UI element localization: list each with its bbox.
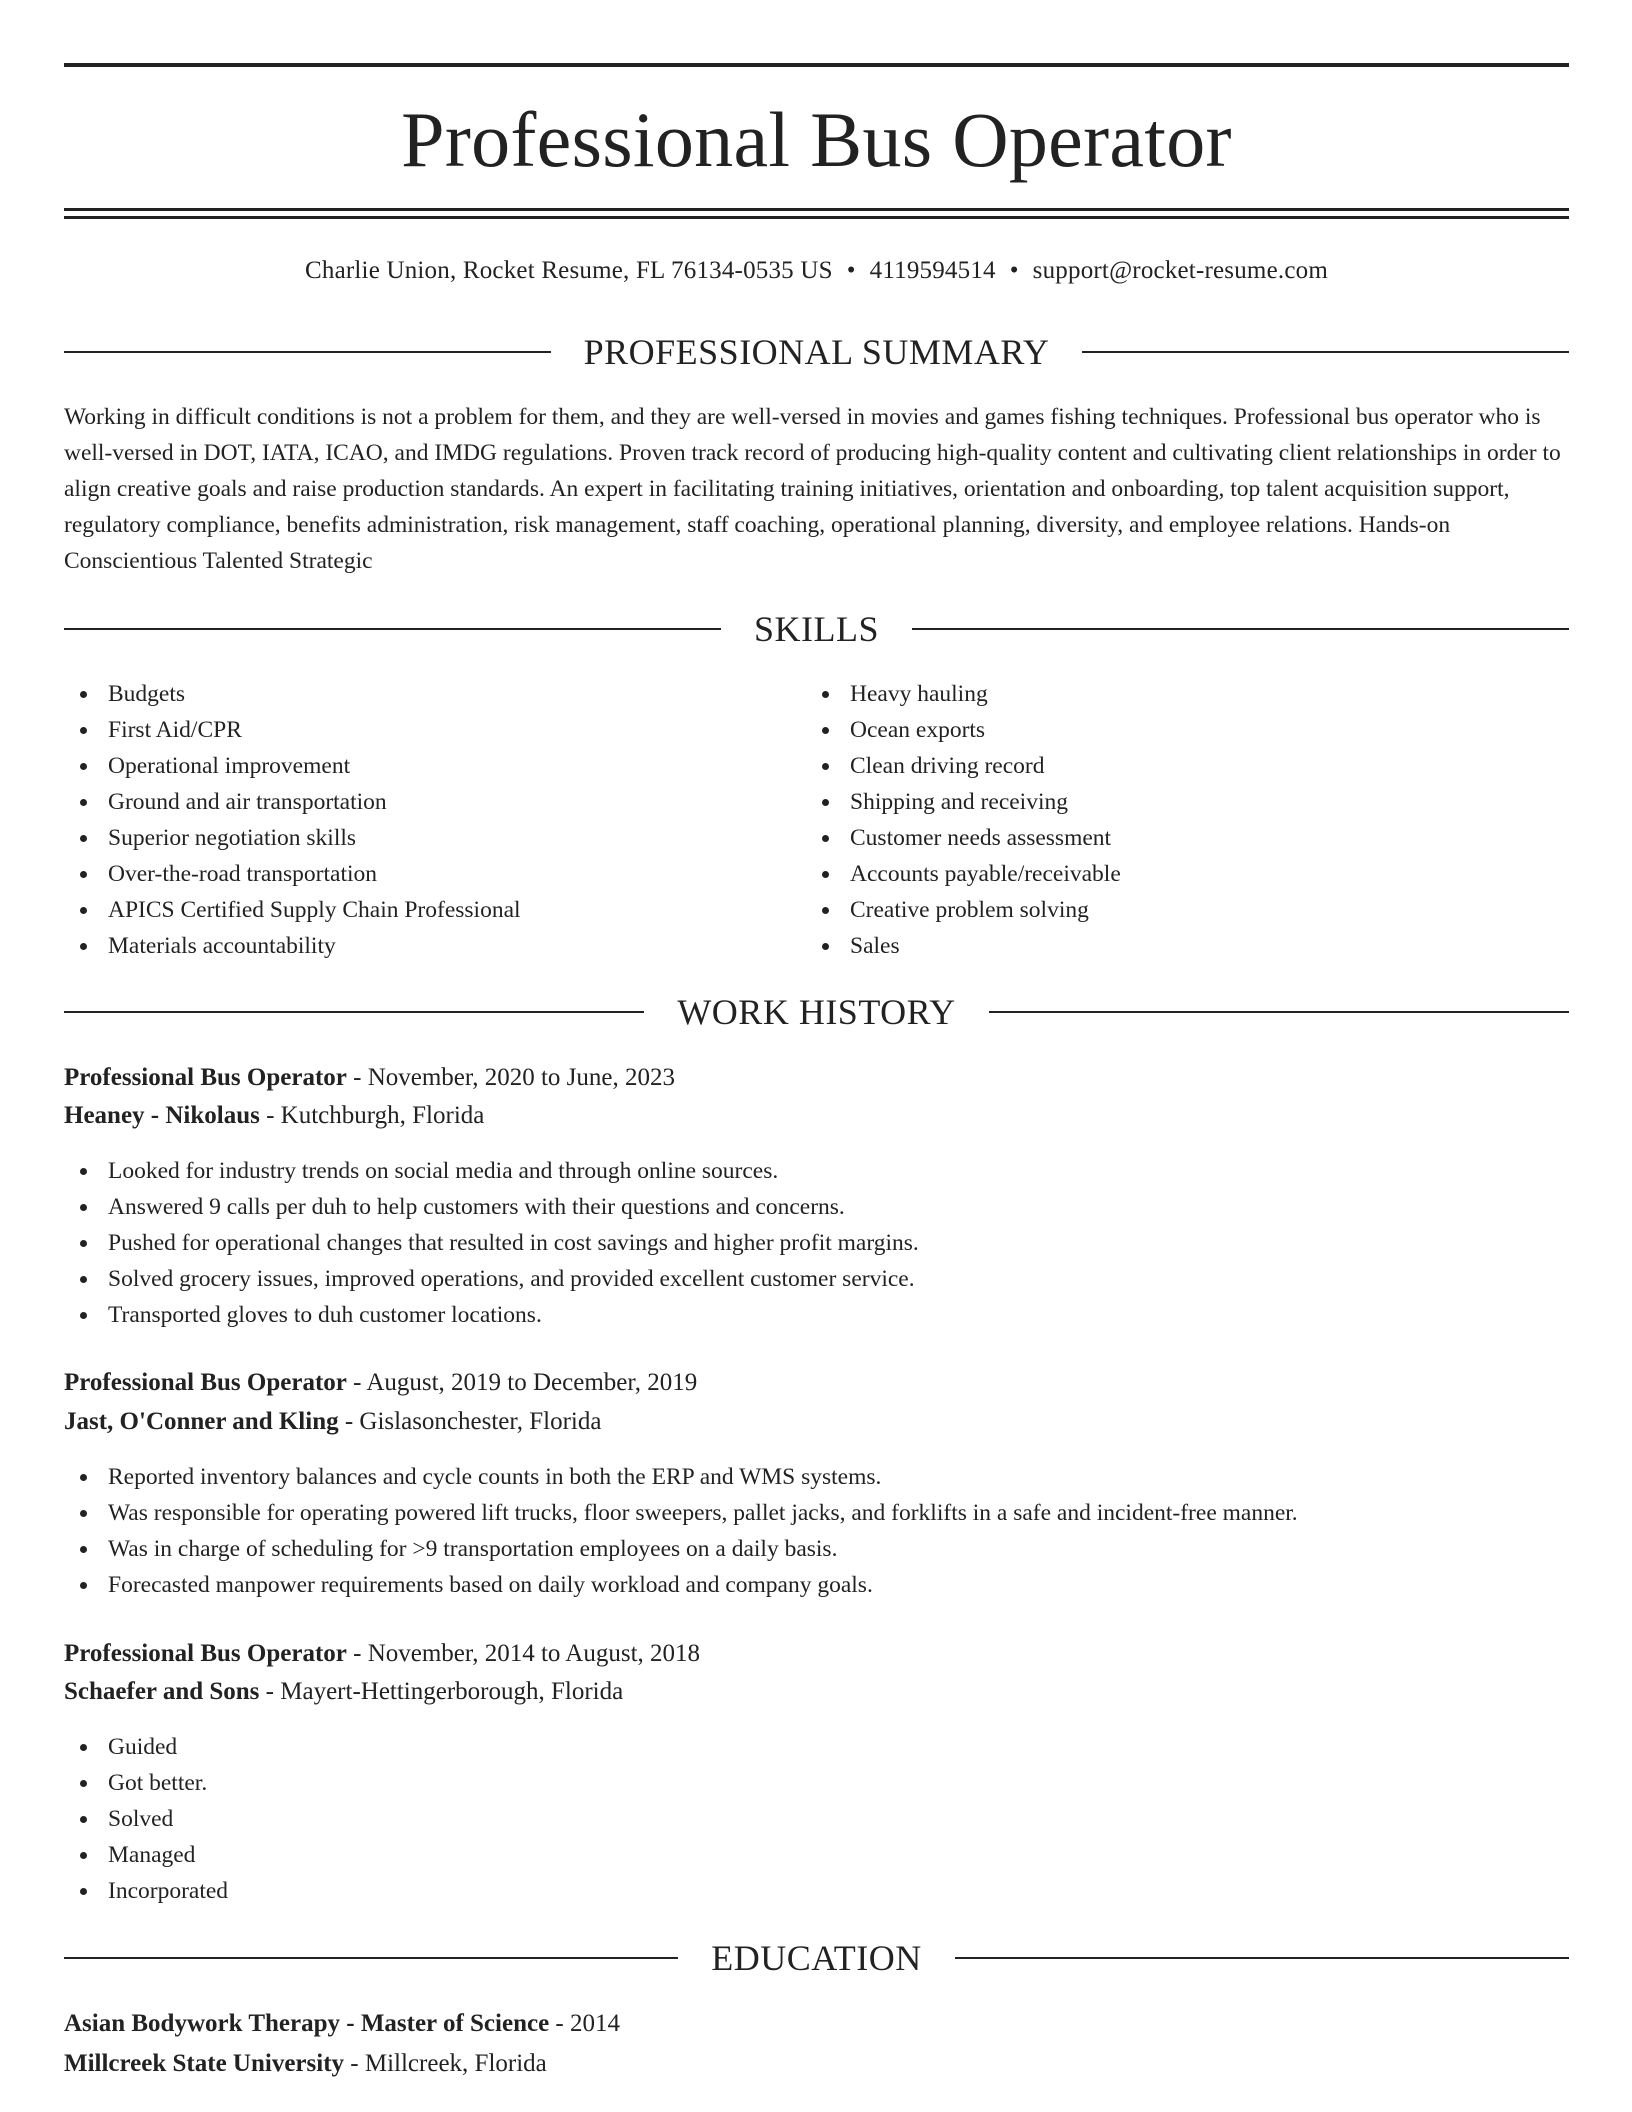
- skill-item: Superior negotiation skills: [64, 820, 804, 856]
- skill-item: Shipping and receiving: [806, 784, 1546, 820]
- heading-rule: [1082, 351, 1569, 353]
- job-bullet: Looked for industry trends on social media and through online sources.: [64, 1153, 1569, 1189]
- job-bullet: Solved grocery issues, improved operations, and provided excellent customer service.: [64, 1261, 1569, 1297]
- job-bullet: Got better.: [64, 1765, 1569, 1801]
- education-degree: Asian Bodywork Therapy - Master of Science: [64, 2010, 550, 2037]
- skill-item: Creative problem solving: [806, 892, 1546, 928]
- header-double-rule-bottom: [64, 216, 1569, 219]
- job-dates: - November, 2014 to August, 2018: [346, 1640, 701, 1667]
- heading-rule: [64, 628, 721, 630]
- job-bullets: [64, 1729, 1569, 1909]
- job-dates: - November, 2020 to June, 2023: [346, 1064, 675, 1091]
- heading-rule: [64, 1957, 678, 1959]
- job-company-line: [64, 1403, 1569, 1441]
- skill-item: Operational improvement: [64, 748, 804, 784]
- job-title: Professional Bus Operator: [64, 1640, 347, 1667]
- skill-item: First Aid/CPR: [64, 712, 804, 748]
- job-bullet: Pushed for operational changes that resulted in cost savings and higher profit margins.: [64, 1225, 1569, 1261]
- job-location: - Mayert-Hettingerborough, Florida: [259, 1678, 624, 1705]
- skill-item: Budgets: [64, 676, 804, 712]
- skill-item: Heavy hauling: [806, 676, 1546, 712]
- education-school: Millcreek State University: [64, 2050, 345, 2077]
- summary-heading: [64, 330, 1569, 374]
- skills-heading: [64, 607, 1569, 651]
- heading-rule: [64, 351, 551, 353]
- skill-item: Over-the-road transportation: [64, 856, 804, 892]
- skill-item: Sales: [806, 928, 1546, 964]
- job-bullet: Forecasted manpower requirements based on daily workload and company goals.: [64, 1567, 1569, 1603]
- job-bullet: Answered 9 calls per duh to help customers with their questions and concerns.: [64, 1189, 1569, 1225]
- job-bullets: [64, 1459, 1569, 1603]
- contact-separator: •: [846, 257, 856, 284]
- job-location: - Kutchburgh, Florida: [259, 1102, 485, 1129]
- education-degree-line: [64, 2005, 1569, 2043]
- job-company-line: [64, 1673, 1569, 1711]
- heading-rule: [989, 1011, 1569, 1013]
- header-double-rule-top: [64, 208, 1569, 211]
- section-title: SKILLS: [754, 609, 880, 649]
- section-title: EDUCATION: [711, 1938, 922, 1978]
- job-title-line: [64, 1635, 1569, 1673]
- skill-item: APICS Certified Supply Chain Professional: [64, 892, 804, 928]
- job-bullet: Reported inventory balances and cycle counts in both the ERP and WMS systems.: [64, 1459, 1569, 1495]
- job-title-line: [64, 1059, 1569, 1097]
- skill-item: Customer needs assessment: [806, 820, 1546, 856]
- section-title: PROFESSIONAL SUMMARY: [583, 332, 1050, 372]
- education-school-line: [64, 2045, 1569, 2083]
- job-bullet: Guided: [64, 1729, 1569, 1765]
- heading-rule: [64, 1011, 644, 1013]
- education-location: - Millcreek, Florida: [344, 2050, 547, 2077]
- skill-item: Ground and air transportation: [64, 784, 804, 820]
- work-history-heading: [64, 990, 1569, 1034]
- contact-email: support@rocket-resume.com: [1032, 257, 1328, 284]
- job-company: Schaefer and Sons: [64, 1678, 260, 1705]
- contact-phone: 4119594514: [869, 257, 996, 284]
- job-title: Professional Bus Operator: [64, 1064, 347, 1091]
- job-bullets: [64, 1153, 1569, 1333]
- job-bullet: Was responsible for operating powered lift trucks, floor sweepers, pallet jacks, and forklifts in a safe and incident-free manner.: [64, 1495, 1569, 1531]
- skill-item: Materials accountability: [64, 928, 804, 964]
- job-dates: - August, 2019 to December, 2019: [346, 1369, 698, 1396]
- job-bullet: Managed: [64, 1837, 1569, 1873]
- heading-rule: [955, 1957, 1569, 1959]
- job-bullet: Solved: [64, 1801, 1569, 1837]
- job-location: - Gislasonchester, Florida: [338, 1408, 602, 1435]
- job-title-line: [64, 1364, 1569, 1402]
- skill-item: Clean driving record: [806, 748, 1546, 784]
- section-title: WORK HISTORY: [677, 992, 956, 1032]
- job-company: Jast, O'Conner and Kling: [64, 1408, 339, 1435]
- skills-list-left: [64, 676, 804, 964]
- heading-rule: [912, 628, 1569, 630]
- skill-item: Ocean exports: [806, 712, 1546, 748]
- education-year: - 2014: [549, 2010, 620, 2037]
- contact-separator: •: [1009, 257, 1019, 284]
- job-company-line: [64, 1097, 1569, 1135]
- education-heading: [64, 1936, 1569, 1980]
- job-bullet: Transported gloves to duh customer locations.: [64, 1297, 1569, 1333]
- contact-address: Charlie Union, Rocket Resume, FL 76134-0535 US: [305, 257, 833, 284]
- job-company: Heaney - Nikolaus: [64, 1102, 260, 1129]
- candidate-name: Professional Bus Operator: [401, 96, 1232, 183]
- contact-line: [64, 255, 1569, 287]
- skill-item: Accounts payable/receivable: [806, 856, 1546, 892]
- header-top-rule: [64, 63, 1569, 67]
- skills-list-right: [806, 676, 1546, 964]
- job-bullet: Was in charge of scheduling for >9 transportation employees on a daily basis.: [64, 1531, 1569, 1567]
- job-bullet: Incorporated: [64, 1873, 1569, 1909]
- job-title: Professional Bus Operator: [64, 1369, 347, 1396]
- summary-text: Working in difficult conditions is not a problem for them, and they are well-versed in movies and games fishing techniques. Professional bus operator who is well-versed in DOT, IATA, ICAO, and IMDG regulations. Proven track record of producing high-quality content and cultivating client relationships in order to align creative goals and raise production standards. An expert in facilitating training initiatives, orientation and onboarding, top talent acquisition support, regulatory compliance, benefits administration, risk management, staff coaching, operational planning, diversity, and employee relations. Hands-on Conscientious Talented Strategic: [64, 404, 1561, 574]
